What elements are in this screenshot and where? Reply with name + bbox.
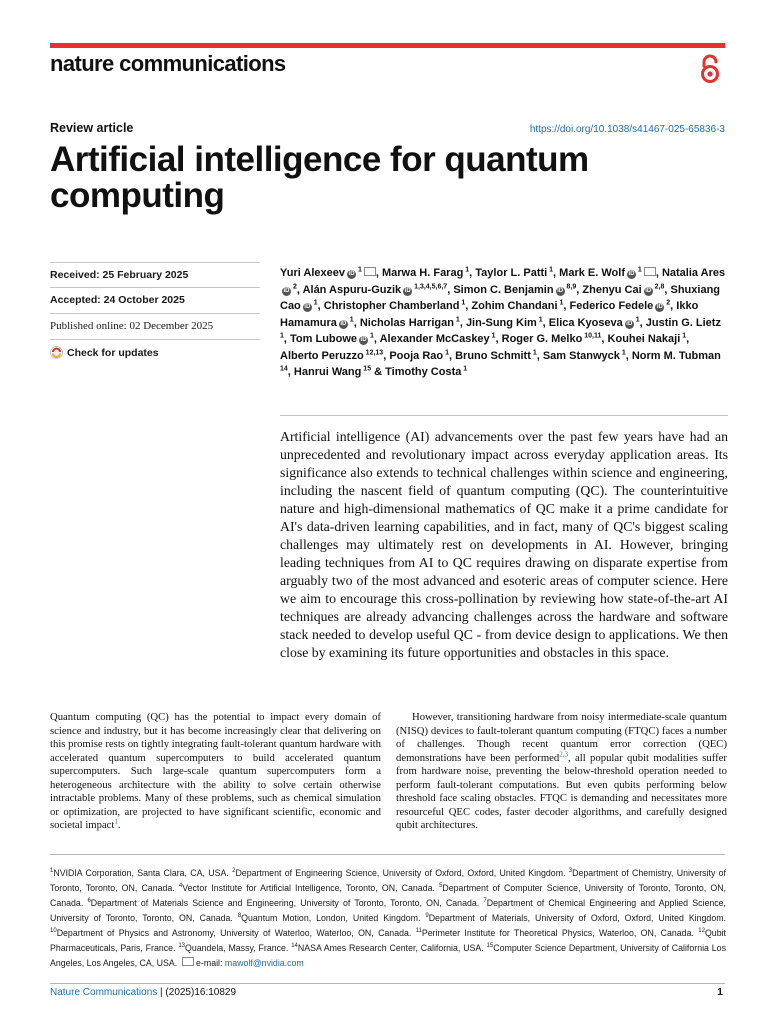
- affiliation-text: NVIDIA Corporation, Santa Clara, CA, USA.: [53, 868, 233, 878]
- published-date: Published online: 02 December 2025: [50, 320, 214, 332]
- doi-link[interactable]: https://doi.org/10.1038/s41467-025-65836-3: [529, 124, 725, 135]
- affiliation-number: 10: [50, 928, 57, 935]
- author-affiliation-number: 1: [530, 348, 537, 356]
- orcid-icon[interactable]: iD: [645, 287, 652, 294]
- orcid-icon[interactable]: iD: [348, 271, 355, 277]
- affiliation-text: Quandela, Massy, France.: [185, 943, 292, 953]
- affiliation-number: 1: [50, 868, 54, 875]
- author-affiliation-number: 12,13: [363, 348, 384, 356]
- author-name: Nicholas Harrigan: [359, 316, 454, 329]
- author[interactable]: [290, 333, 374, 345]
- author-affiliation-number: 1: [547, 266, 554, 274]
- author[interactable]: [559, 267, 656, 279]
- meta-divider: [50, 287, 260, 288]
- orcid-icon[interactable]: iD: [557, 287, 564, 294]
- author-name: Jin-Sung Kim: [465, 316, 537, 329]
- author-name: Alexander McCaskey: [379, 333, 490, 345]
- author-name: Marwa H. Farag: [382, 267, 464, 279]
- affiliation-text: Department of Materials Science and Engineering, University of Toronto, Toronto, ON, Canada.: [90, 898, 484, 908]
- author-name: Ikko Hamamura: [280, 300, 699, 329]
- meta-divider: [50, 313, 260, 314]
- body-paragraph: However, transitioning hardware from noisy intermediate-scale quantum (NISQ) devices to fault-tolerant quantum computing (FTQC) faces a number of challenges. Though recent quantum error correction (QEC) demonstrations have been performed: [396, 711, 727, 764]
- author-affiliation-number: 2,8: [652, 282, 665, 290]
- author-affiliation-number: 1: [536, 315, 543, 323]
- footer-divider: [50, 983, 725, 984]
- author-affiliation-number: 1: [489, 332, 496, 340]
- author-name: Alán Aspuru-Guzik: [302, 283, 402, 296]
- affiliation-text: Perimeter Institute for Theoretical Physics, Waterloo, ON, Canada.: [421, 928, 699, 938]
- reference-link[interactable]: 1: [114, 817, 118, 826]
- author-affiliation-number: 2: [291, 282, 297, 290]
- orcid-icon[interactable]: iD: [626, 320, 633, 327]
- email-icon[interactable]: [644, 267, 656, 276]
- orcid-icon[interactable]: iD: [304, 304, 311, 310]
- header-accent-rule: [50, 43, 725, 48]
- author-name: Norm M. Tubman: [631, 349, 721, 362]
- author-name: Natalia Ares: [661, 267, 726, 279]
- author-name: Tom Lubowe: [290, 333, 358, 345]
- orcid-icon[interactable]: iD: [340, 320, 347, 327]
- author-name: Elica Kyoseva: [548, 316, 623, 329]
- author[interactable]: [303, 284, 448, 296]
- author[interactable]: [466, 317, 543, 329]
- body-column-right: [396, 711, 727, 833]
- author-affiliation-number: 1: [619, 348, 626, 356]
- author-name: Hanrui Wang: [293, 366, 362, 378]
- affiliation-number: 7: [483, 898, 487, 905]
- affiliation-number: 14: [291, 943, 298, 950]
- author-affiliation-number: 1: [680, 332, 687, 340]
- abstract-divider: [280, 415, 728, 416]
- affiliation-text: Department of Computer Science, University of Toronto, Toronto, ON, Canada.: [50, 883, 726, 908]
- author-affiliation-number: 1: [461, 365, 468, 373]
- author-name: Timothy Costa: [385, 366, 462, 378]
- footer-citation: [50, 987, 236, 998]
- email-label: e-mail:: [193, 958, 225, 968]
- affiliation-number: 5: [439, 883, 443, 890]
- orcid-icon[interactable]: iD: [404, 287, 411, 294]
- author-affiliation-number: 15: [361, 365, 372, 373]
- body-column-left: Quantum computing (QC) has the potential to impact every domain of science and industry, but it has become increasingly clear that delivering on this promise rests on tightly integrating fault-tolerant quantum hardware with accelerated quantum supercomputers to build accelerated quantum supercomputers. Such large-scale quantum supercomputers form a heterogeneous architecture with the ability to solve certain otherwise intractable problems. Many of these problems, such as chemical simulation or optimization, are projected to have significant scientific, economic and societal impact$^1$.: [50, 711, 381, 831]
- author-name: Taylor L. Patti: [475, 267, 548, 279]
- author[interactable]: [382, 267, 469, 279]
- corresponding-email-link[interactable]: mawolf@nvidia.com: [224, 958, 304, 968]
- author-name: Pooja Rao: [389, 349, 444, 362]
- journal-name: nature communications: [50, 51, 286, 76]
- affiliation-text: Quantum Motion, London, United Kingdom.: [241, 913, 426, 923]
- author-affiliation-number: 1: [311, 299, 318, 307]
- author[interactable]: [543, 350, 626, 362]
- author-list: Yuri Alexeev iD $^1$ , Marwa H. Farag $^1$, Taylor L. Patti $^1$, Mark E. Wolf iD $^1$ , Natalia AresiD $^2$, Alán Aspuru-Guzik iD $^{1,3,4,5,6,7}$, Simon C. Benjamin iD $^{8,9}$, Zhenyu Cai iD $^{2,8}$, Shuxiang Cao iD $^1$, Christopher Chamberland $^1$, Zohim Chandani $^1$, Federico Fedele iD $^2$, Ikko Hamamura iD $^1$, Nicholas Harrigan $^1$, Jin-Sung Kim $^1$, Elica Kyoseva iD $^1$, Justin G. Lietz $^1$, Tom Lubowe iD $^1$, Alexander McCaskey $^1$, Roger G. Melko $^{10,11}$, Kouhei Nakaji $^1$, Alberto Peruzzo $^{12,13}$, Pooja Rao $^1$, Bruno Schmitt $^1$, Sam Stanwyck $^1$, Norm M. Tubman $^{14}$, Hanrui Wang $^{15}$ & Timothy Costa $^1$: [280, 266, 726, 378]
- author-affiliation-number: 1: [347, 315, 354, 323]
- author[interactable]: [360, 317, 460, 329]
- abstract: Artificial intelligence (AI) advancements over the past few years have had an unprecedented and revolutionary impact across everyday application areas. Its significance also extends to technical challenges within science and engineering, including the nascent field of quantum computing (QC). The counterintuitive nature and high-dimensional mathematics of QC make it a prime candidate for AI's data-driven learning capabilities, and in fact, many of QC's biggest scaling challenges may ultimately rest on developments in AI. However, bringing leading techniques from AI to QC requires drawing on disparate expertise from arguably two of the most advanced and esoteric areas of computer science. Here we aim to encourage this cross-pollination by reviewing how state-of-the-art AI techniques are already advancing challenges across the hardware and software stack needed to develop useful QC - from device design to applications. We then close by examining its future opportunities and obstacles in this space.: [280, 429, 728, 660]
- author-affiliation-number: 1: [459, 299, 466, 307]
- affiliation-text: Department of Engineering Science, University of Oxford, Oxford, United Kingdom.: [235, 868, 569, 878]
- footer-journal-link[interactable]: Nature Communications: [50, 987, 158, 998]
- author-affiliation-number: 1: [368, 332, 374, 340]
- author[interactable]: [502, 333, 602, 345]
- meta-divider: [50, 262, 260, 263]
- author-affiliation-number: 1: [463, 266, 470, 274]
- affiliation-number: 3: [568, 868, 573, 875]
- email-icon[interactable]: [364, 267, 376, 276]
- author-name: Mark E. Wolf: [559, 267, 625, 279]
- open-access-icon[interactable]: [699, 54, 721, 84]
- affiliation-number: 4: [178, 883, 183, 890]
- author[interactable]: [280, 350, 383, 362]
- author[interactable]: [549, 317, 640, 329]
- footer-separator: |: [157, 987, 166, 998]
- affiliation-text: Vector Institute for Artificial Intelligence, Toronto, ON, Canada.: [182, 883, 440, 893]
- author[interactable]: [280, 267, 376, 279]
- author-name: Bruno Schmitt: [455, 349, 531, 362]
- author-name: Federico Fedele: [569, 300, 654, 312]
- author-name: Alberto Peruzzo: [280, 349, 364, 362]
- check-updates-icon: [50, 346, 63, 359]
- affiliation-number: 8: [237, 913, 242, 920]
- email-icon: [182, 957, 194, 966]
- body-paragraph: , all popular qubit modalities suffer from hardware noise, preventing the below-threshold operation needed to perform fault-tolerant computations. But even qubits performing below threshold face scaling obstacles. FTQC is demanding and necessitates more resourceful QEC codes, faster decoder algorithms, and carefully designed qubit architectures.: [396, 751, 727, 831]
- author[interactable]: [570, 300, 671, 312]
- author-affiliation-number: 1,3,4,5,6,7: [412, 282, 448, 290]
- author-affiliation-number: 1: [453, 315, 460, 323]
- orcid-icon[interactable]: iD: [283, 287, 290, 294]
- author-affiliation-number: 1: [356, 266, 362, 274]
- affiliation-number: 6: [87, 898, 91, 905]
- check-for-updates-button[interactable]: [50, 346, 159, 359]
- affiliation-text: Department of Chemical Engineering and Applied Science, University of Toronto, Toronto, ON, Canada.: [50, 898, 726, 923]
- author-name: Sam Stanwyck: [542, 349, 620, 362]
- affiliation-text: Department of Materials, University of Oxford, Oxford, United Kingdom.: [428, 913, 726, 923]
- author[interactable]: [294, 366, 371, 378]
- author-affiliation-number: 1: [280, 332, 284, 340]
- author[interactable]: [582, 284, 664, 296]
- article-title: Artificial intelligence for quantum computing: [50, 140, 589, 215]
- article-type-label: Review article: [50, 121, 134, 135]
- author-name: Roger G. Melko: [501, 333, 583, 345]
- affiliations-divider: [50, 854, 725, 855]
- page-number: 1: [717, 986, 723, 998]
- affiliation-number: 9: [425, 913, 429, 920]
- orcid-icon[interactable]: iD: [656, 304, 663, 310]
- author-name: Kouhei Nakaji: [607, 333, 681, 345]
- author[interactable]: [455, 350, 537, 362]
- author-name: Simon C. Benjamin: [453, 283, 554, 296]
- received-date: Received: 25 February 2025: [50, 269, 189, 281]
- author-affiliation-number: 10,11: [582, 332, 602, 340]
- author-affiliation-number: 1: [557, 299, 564, 307]
- reference-link[interactable]: 2,3: [559, 749, 568, 758]
- author[interactable]: [608, 333, 687, 345]
- affiliation-number: 11: [415, 928, 422, 935]
- affiliation-number: 2: [232, 868, 236, 875]
- body-paragraph: Quantum computing (QC) has the potential to impact every domain of science and industry, but it has become increasingly clear that delivering on this promise rests on tightly integrating fault-tolerant quantum hardware with accelerated quantum supercomputers to build accelerated quantum supercomputers. Such large-scale quantum supercomputers form a heterogeneous architecture with the ability to solve certain otherwise intractable problems. Many of these problems, such as chemical simulation or optimization, are projected to have significant scientific, economic and societal impact: [50, 711, 381, 831]
- author[interactable]: [385, 366, 467, 378]
- author[interactable]: [475, 267, 553, 279]
- orcid-icon[interactable]: iD: [360, 337, 367, 343]
- author[interactable]: [453, 284, 576, 296]
- author[interactable]: [471, 300, 563, 312]
- author[interactable]: [324, 300, 466, 312]
- author-affiliation-number: 1: [633, 315, 640, 323]
- author-affiliation-number: 2: [664, 299, 671, 307]
- affiliation-number: 12: [698, 928, 705, 935]
- author-affiliation-number: 1: [443, 348, 449, 356]
- affiliation-number: 13: [178, 943, 186, 950]
- affiliation-text: NASA Ames Research Center, California, USA.: [297, 943, 487, 953]
- author-name: Christopher Chamberland: [323, 300, 460, 312]
- author-affiliation-number: 14: [280, 365, 288, 373]
- author-affiliation-number: 8,9: [564, 282, 577, 290]
- check-updates-label: Check for updates: [67, 346, 159, 359]
- author-name: Zohim Chandani: [471, 300, 558, 312]
- author-name: Yuri Alexeev: [280, 267, 346, 279]
- affiliation-number: 15: [486, 943, 494, 950]
- author-name: Zhenyu Cai: [582, 283, 642, 296]
- affiliation-text: Qubit Pharmaceuticals, Paris, France.: [50, 928, 726, 953]
- author-name: Justin G. Lietz: [645, 316, 721, 329]
- author-affiliation-number: 1: [635, 266, 642, 274]
- affiliation-text: Department of Chemistry, University of Toronto, Toronto, ON, Canada.: [50, 868, 726, 893]
- author-name: Shuxiang Cao: [280, 283, 721, 312]
- affiliation-text: Department of Physics and Astronomy, University of Waterloo, Waterloo, ON, Canada.: [56, 928, 416, 938]
- meta-divider: [50, 339, 260, 340]
- affiliation-text: Computer Science Department, University of California Los Angeles, Los Angeles, CA, USA.: [50, 943, 726, 968]
- author[interactable]: [389, 350, 449, 362]
- footer-volume: (2025)16:10829: [165, 987, 237, 998]
- orcid-icon[interactable]: iD: [628, 271, 635, 277]
- accepted-date: Accepted: 24 October 2025: [50, 294, 185, 306]
- author[interactable]: [380, 333, 496, 345]
- affiliations: [50, 866, 726, 971]
